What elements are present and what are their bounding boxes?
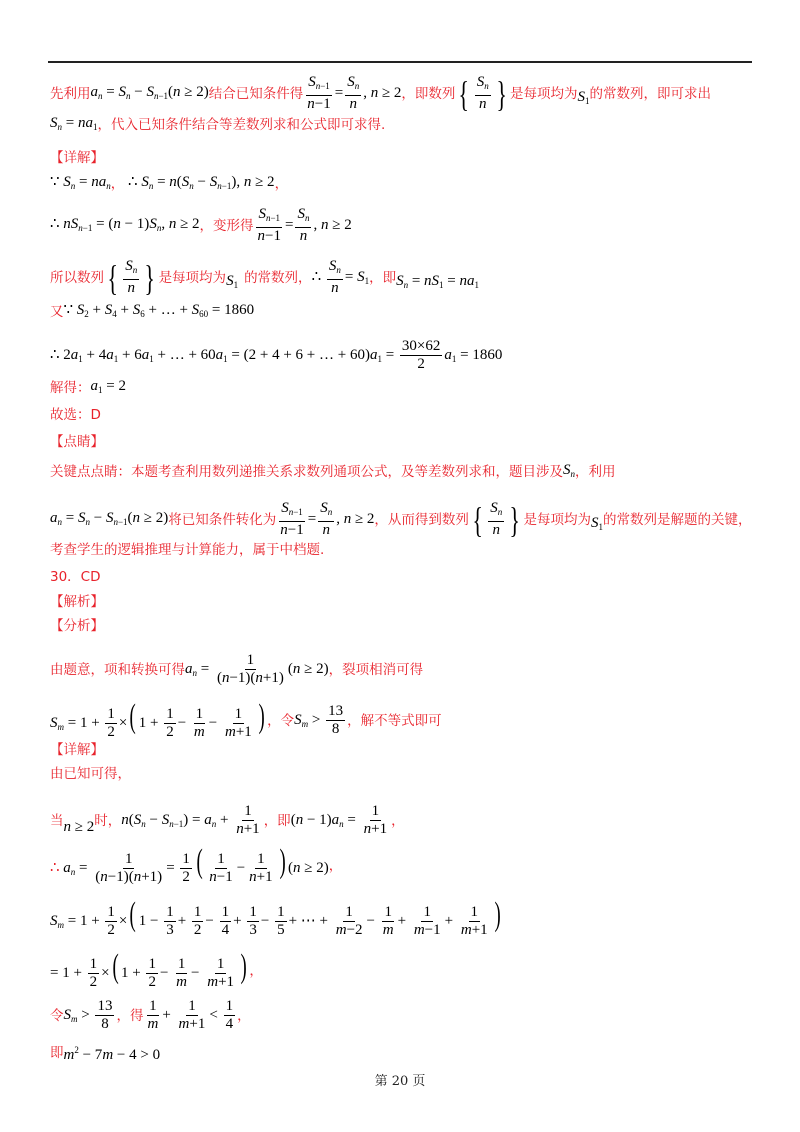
formula: { $\frac{S_n}{n}$ } xyxy=(458,73,507,114)
formula: ∵ $S_2 + S_4 + S_6$ + … + $S_{60} = 1860$ xyxy=(63,302,255,319)
formula: $\frac{S_{n-1}}{n-1}$ = $\frac{S_n}{n}$ , n ≥ 2 xyxy=(307,74,402,112)
formula: { $\frac{S_n}{n}$ } xyxy=(107,257,156,298)
q29-dianjing-line1: 关键点点睛：本题考查利用数列递推关系求数列通项公式，及等差数列求和，题目涉及 $S_n$ ，利用 xyxy=(50,460,616,484)
formula: ∴ $nS_{n-1} = (n - 1)S_n$, n ≥ 2 xyxy=(50,215,200,233)
q29-detail-line6: 解得： $a_1 = 2$ xyxy=(50,376,126,400)
formula: $m^2 - 7m - 4 > 0$ xyxy=(63,1045,161,1063)
q30-fenxi-line1: 由题意，项和转换可得 $a_n$ = $\frac{1}{(n-1)(n+1)}$ (n ≥ 2) ，裂项相消可得 xyxy=(50,652,424,686)
formula: $S_m$ > $\frac{13}{8}$ xyxy=(294,703,344,738)
q29-detail-line4: 又 ∵ $S_2 + S_4 + S_6$ + … + $S_{60} = 1860$ xyxy=(50,300,254,324)
formula: $a_n$ = $\frac{1}{(n-1)(n+1)}$ (n ≥ 2) xyxy=(185,652,329,686)
header-rule xyxy=(48,61,752,63)
formula: ∴ $a_n$ = $\frac{1}{(n-1)(n+1)}$ = $\frac{1}{2}$ ( $\frac{1}{n-1}$ − $\frac{1}{n+1}$ ) (n ≥ 2) xyxy=(50,843,329,886)
formula: $S_m$ > $\frac{13}{8}$ xyxy=(63,998,113,1032)
formula: $n(S_n - S_{n-1}) = a_n$ + $\frac{1}{n+1}$ xyxy=(121,803,260,837)
formula: $\frac{S_{n-1}}{n-1}$ = $\frac{S_n}{n}$ , n ≥ 2 xyxy=(257,206,352,244)
q30-detail-line1: 当 n ≥ 2 时， $n(S_n - S_{n-1}) = a_n$ + $\frac{1}{n+1}$ ，即 $(n - 1)a_n$ = $\frac{1}{n+1}$ ， xyxy=(50,803,405,837)
q30-detail-line5: 令 $S_m$ > $\frac{13}{8}$ ，得 $\frac{1}{m}$ + $\frac{1}{m+1}$ < $\frac{1}{4}$ ， xyxy=(50,998,251,1032)
formula: ∴ $\frac{S_n}{n}$ = $S_1$ xyxy=(311,258,370,296)
q29-detail-line5 xyxy=(50,338,502,373)
formula: $S_1$ xyxy=(226,272,239,290)
formula: $S_n = na_1$ xyxy=(50,115,98,132)
q29-detail-line2: ∴ $nS_{n-1} = (n - 1)S_n$, n ≥ 2 ， 变形得 $\frac{S_{n-1}}{n-1}$ = $\frac{S_n}{n}$ , n ≥ 2 xyxy=(50,206,352,244)
q30-jiexi-heading: 【解析】 xyxy=(50,594,104,610)
formula: $S_n$ xyxy=(563,462,575,479)
q29-detail-line3: 所以数列 { $\frac{S_n}{n}$ } 是每项均为 $S_1$ 的常数列， ∴ $\frac{S_n}{n}$ = $S_1$ ，即 $S_n = nS_1 = na_1$ xyxy=(50,257,480,298)
q30-fenxi-heading: 【分析】 xyxy=(50,618,104,634)
q29-analysis-line1: 先利用 $a_n = S_n - S_{n-1}(n \ge 2)$ 结合已知条件得 $\frac{S_{n-1}}{n-1}$ = $\frac{S_n}{n}$ , n ≥ 2 ，即数列 { $\frac{S_n}{n}$ } 是每项均为 $S_1$ 的常数列，即可求出 xyxy=(50,73,711,114)
formula: = 1 + $\frac{1}{2}$ ×( 1 + $\frac{1}{2}$ − $\frac{1}{m}$ − $\frac{1}{m+1}$ ) xyxy=(50,948,247,991)
q29-analysis-line2: $S_n = na_1$ ，代入已知条件结合等差数列求和公式即可求得. xyxy=(50,113,385,137)
formula: $(n - 1)a_n$ = $\frac{1}{n+1}$ xyxy=(290,803,388,837)
q30-detail-line4: = 1 + $\frac{1}{2}$ ×( 1 + $\frac{1}{2}$ − $\frac{1}{m}$ − $\frac{1}{m+1}$ ) ， xyxy=(50,948,263,991)
q30-detail-line3 xyxy=(50,898,503,939)
q29-detail-heading: 【详解】 xyxy=(50,150,104,166)
formula: $a_n = S_n - S_{n-1}(n \ge 2)$ xyxy=(90,83,209,101)
q29-dianjing-line2: $a_n = S_n - S_{n-1}(n \ge 2)$ 将已知条件转化为 $\frac{S_{n-1}}{n-1}$ = $\frac{S_n}{n}$ , n ≥ 2 ，从而得到数列 { $\frac{S_n}{n}$ } 是每项均为 $S_1$ 的常数列是解题的关键， xyxy=(50,499,752,540)
formula: { $\frac{S_n}{n}$ } xyxy=(472,499,521,540)
formula: ∵ $S_n = na_n$ xyxy=(50,174,111,191)
q30-fenxi-line2: $S_m = 1$ + $\frac{1}{2}$ ×( 1 + $\frac{1}{2}$ − $\frac{1}{m}$ − $\frac{1}{m+1}$ ) ，令 $S_m$ > $\frac{13}{8}$ ，解不等式即可 xyxy=(50,698,442,741)
formula: ∴ $S_n = n(S_n - S_{n-1})$, n ≥ 2 xyxy=(124,174,275,191)
formula: n ≥ 2 xyxy=(63,818,95,835)
formula: $a_1 = 2$ xyxy=(90,378,126,395)
formula: $\frac{S_{n-1}}{n-1}$ = $\frac{S_n}{n}$ , n ≥ 2 xyxy=(280,500,375,538)
q30-detail-intro: 由已知可得， xyxy=(50,766,131,782)
formula: $a_n = S_n - S_{n-1}(n \ge 2)$ xyxy=(50,509,169,527)
q30-detail-line6: 即 $m^2 - 7m - 4 > 0$ xyxy=(50,1040,160,1065)
formula: $\frac{1}{m}$ + $\frac{1}{m+1}$ < $\frac{1}{4}$ xyxy=(147,998,234,1032)
q30-detail-heading: 【详解】 xyxy=(50,742,104,758)
formula: ∴ $2a_1 + 4a_1 + 6a_1$ + … + $60a_1 = (2 + 4 + 6$ + … + $60)a_1$ = $\frac{30\times 62}{2}$ $a_1 = 1860$ xyxy=(50,338,503,372)
q29-dianjing-line3: 考查学生的逻辑推理与计算能力，属于中档题. xyxy=(50,542,325,558)
formula: $S_1$ xyxy=(577,88,590,106)
q29-dianjing-heading: 【点睛】 xyxy=(50,434,104,450)
q29-detail-line1: ∵ $S_n = na_n$ ， ∴ $S_n = n(S_n - S_{n-1})$, n ≥ 2 ， xyxy=(50,172,288,196)
q29-answer: 故选：D xyxy=(50,407,101,423)
formula: $S_n = nS_1 = na_1$ xyxy=(396,272,480,290)
formula: $S_m = 1$ + $\frac{1}{2}$ ×( 1 + $\frac{1}{2}$ − $\frac{1}{m}$ − $\frac{1}{m+1}$ ) xyxy=(50,698,265,741)
q30-detail-line2: ∴ $a_n$ = $\frac{1}{(n-1)(n+1)}$ = $\frac{1}{2}$ ( $\frac{1}{n-1}$ − $\frac{1}{n+1}$ ) (n ≥ 2) ， xyxy=(50,843,343,886)
page-number: 第 20 页 xyxy=(374,1074,426,1089)
formula: $S_1$ xyxy=(590,514,603,532)
formula: $S_m = 1$ + $\frac{1}{2}$ ×( 1 − $\frac{1}{3}$ + $\frac{1}{2}$ − $\frac{1}{4}$ + $\frac{1}{3}$ − $\frac{1}{5}$ + ⋯ + $\frac{1}{m-2}$ − $\frac{1}{m}$ + $\frac{1}{m-1}$ + $\frac{1}{m+1}$ ) xyxy=(50,896,501,939)
q30-number: 30．CD xyxy=(50,569,101,585)
